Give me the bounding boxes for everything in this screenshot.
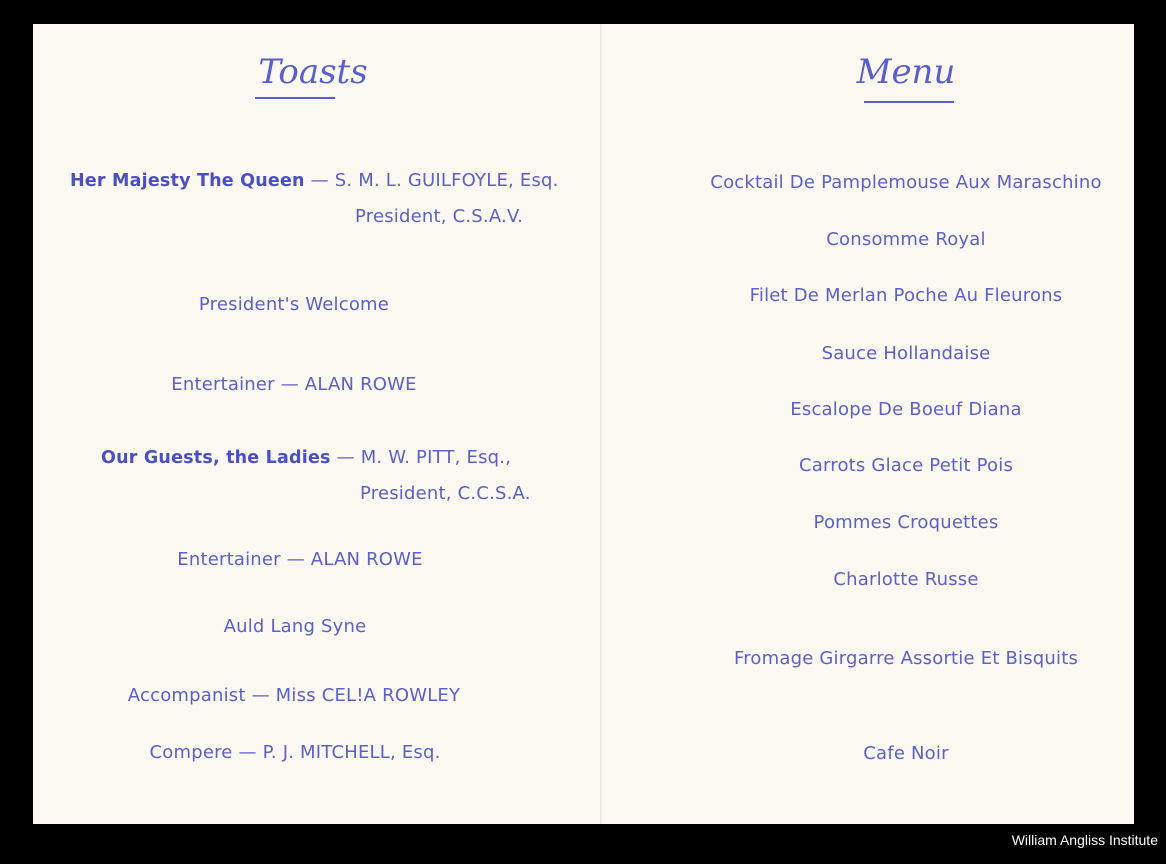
menu-heading: Menu [856, 52, 956, 92]
toast-ladies [101, 447, 511, 468]
menu-item: Filet De Merlan Poche Au Fleurons [749, 285, 1063, 306]
toast-queen-title: Her Majesty The Queen [70, 171, 305, 191]
menu-item: Cafe Noir [863, 743, 949, 764]
toast-welcome: President's Welcome [198, 294, 390, 315]
menu-item: Cocktail De Pamplemouse Aux Maraschino [710, 172, 1102, 193]
toast-ladies-speaker: — M. W. PITT, Esq., [336, 447, 512, 468]
menu-heading-underline [864, 101, 954, 103]
toast-queen-speaker: — S. M. L. GUILFOYLE, Esq. [310, 170, 559, 191]
menu-item: Sauce Hollandaise [821, 343, 991, 364]
toast-auld-lang-syne: Auld Lang Syne [223, 616, 367, 637]
toast-queen-role: President, C.S.A.V. [355, 206, 524, 227]
toast-compere: Compere — P. J. MITCHELL, Esq. [149, 742, 441, 763]
toast-ladies-title: Our Guests, the Ladies [101, 448, 331, 468]
toasts-heading-underline [255, 97, 335, 99]
menu-item: Consomme Royal [826, 229, 986, 250]
menu-item: Carrots Glace Petit Pois [798, 455, 1014, 476]
toasts-page [33, 24, 601, 824]
toast-queen [70, 170, 559, 191]
toast-entertainer-2: Entertainer — ALAN ROWE [177, 549, 423, 570]
toast-accompanist: Accompanist — Miss CEL!A ROWLEY [127, 685, 461, 706]
menu-item: Escalope De Boeuf Diana [790, 399, 1022, 420]
toast-ladies-role: President, C.C.S.A. [360, 483, 531, 504]
toast-entertainer-1: Entertainer — ALAN ROWE [171, 374, 417, 395]
credit-caption: William Angliss Institute [1011, 832, 1158, 848]
toasts-heading: Toasts [258, 52, 368, 92]
menu-item: Pommes Croquettes [813, 512, 999, 533]
menu-page [602, 24, 1134, 824]
menu-item: Charlotte Russe [833, 569, 979, 590]
menu-item: Fromage Girgarre Assortie Et Bisquits [733, 648, 1079, 669]
